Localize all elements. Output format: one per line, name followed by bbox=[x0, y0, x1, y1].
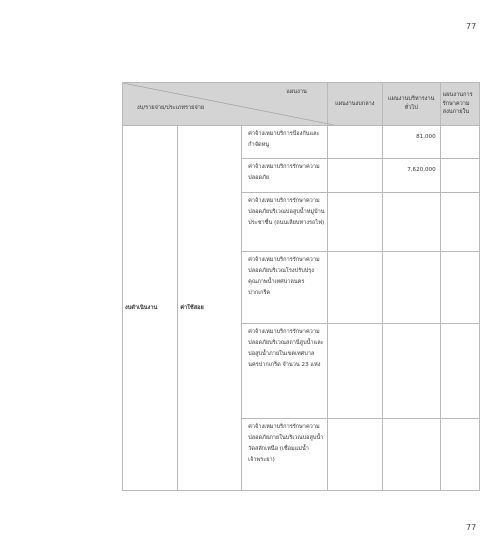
general-admin-value: 81,000 bbox=[382, 126, 440, 159]
security-value bbox=[440, 252, 479, 324]
security-value bbox=[440, 126, 479, 159]
central-value bbox=[327, 252, 382, 324]
central-value bbox=[327, 193, 382, 252]
general-admin-value bbox=[382, 193, 440, 252]
budget-type-cell: งบดำเนินงาน bbox=[123, 126, 178, 491]
header-plan-label: แผนงาน bbox=[286, 89, 307, 95]
central-value bbox=[327, 324, 382, 419]
general-admin-value bbox=[382, 419, 440, 491]
table-row: ค่าจ้างเหมาบริการรักษาความปลอดภัยบริเวณบ่อสูบน้ำหมู่บ้านประชาชื่น (ถนนเลียบทางรถไฟ) bbox=[242, 193, 328, 252]
header-budget-label: งบ/รายจ่าย/ประเภทรายจ่าย bbox=[137, 105, 205, 111]
security-value bbox=[440, 193, 479, 252]
page-number-bottom: 77 bbox=[466, 523, 477, 532]
table-row: ค่าจ้างเหมาบริการรักษาความปลอดภัยภายในบริเวณบ่อสูบน้ำวัดสลักเหนือ (เชื่อมแม่น้ำเจ้าพระยา) bbox=[242, 419, 328, 491]
header-combo bbox=[123, 83, 328, 126]
general-admin-value: 7,620,000 bbox=[382, 159, 440, 193]
header-central-plan: แผนงานงบกลาง bbox=[327, 83, 382, 126]
header-security-plan: แผนงานการรักษาความสงบภายใน bbox=[440, 83, 479, 126]
central-value bbox=[327, 419, 382, 491]
table-row: ค่าจ้างเหมาบริการป้องกันและกำจัดหนู bbox=[242, 126, 328, 159]
security-value bbox=[440, 324, 479, 419]
table-row: ค่าจ้างเหมาบริการรักษาความปลอดภัยบริเวณโรงปรับปรุงคุณภาพน้ำเทศบาลนครปากเกร็ด bbox=[242, 252, 328, 324]
central-value bbox=[327, 159, 382, 193]
expense-category-cell: ค่าใช้สอย bbox=[178, 126, 242, 491]
header-general-admin-plan: แผนงานบริหารงานทั่วไป bbox=[382, 83, 440, 126]
budget-table bbox=[122, 82, 480, 491]
central-value bbox=[327, 126, 382, 159]
table-row: ค่าจ้างเหมาบริการรักษาความปลอดภัย bbox=[242, 159, 328, 193]
security-value bbox=[440, 419, 479, 491]
security-value bbox=[440, 159, 479, 193]
general-admin-value bbox=[382, 324, 440, 419]
page-number-top: 77 bbox=[466, 22, 477, 31]
general-admin-value bbox=[382, 252, 440, 324]
table-row: ค่าจ้างเหมาบริการรักษาความปลอดภัยบริเวณสถานีสูบน้ำและบ่อสูบน้ำภายในเขตเทศบาลนครปากเกร็ด จำนวน 23 แห่ง bbox=[242, 324, 328, 419]
